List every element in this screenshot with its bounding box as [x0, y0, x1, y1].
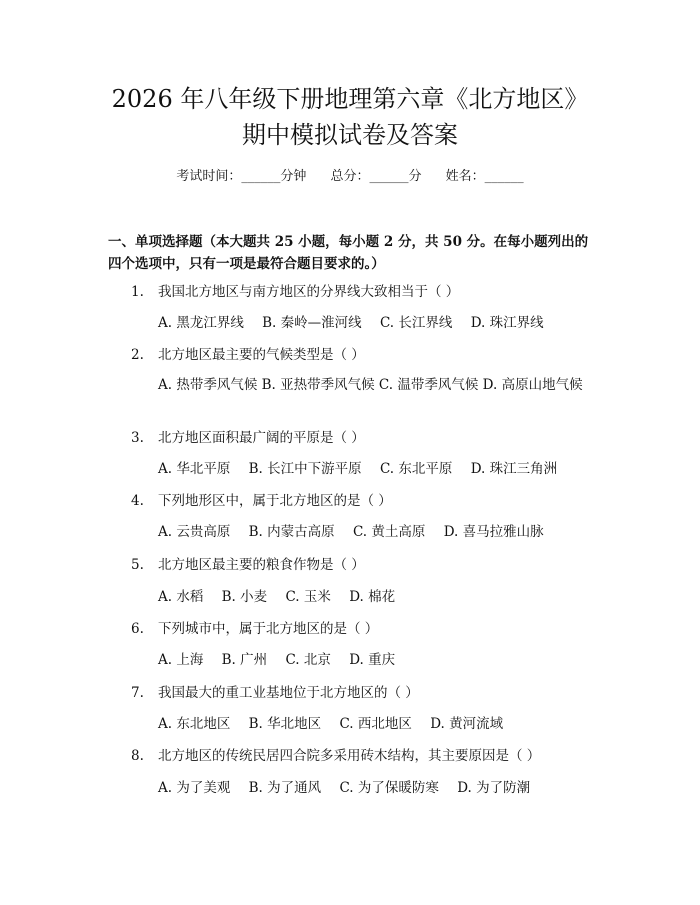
option: B. 华北地区 — [248, 716, 322, 732]
question-options — [158, 313, 558, 333]
question-text: 下列地形区中，属于北方地区的是（ ） — [158, 493, 392, 509]
question-options: A. 热带季风气候 B. 亚热带季风气候 C. 温带季风气候 D. 高原山地气候 — [158, 377, 583, 393]
question-number: 6. — [131, 621, 144, 637]
name-label: 姓名：______ — [445, 169, 524, 184]
question — [131, 555, 601, 575]
question-options — [158, 714, 517, 734]
question-number: 3. — [131, 430, 144, 446]
question — [131, 282, 601, 302]
question-text: 北方地区最主要的粮食作物是（ ） — [158, 557, 365, 573]
question-text: 我国最大的重工业基地位于北方地区的（ ） — [158, 685, 419, 701]
option: D. 黄河流域 — [430, 716, 504, 732]
question-number: 2. — [131, 347, 144, 363]
question — [131, 746, 601, 766]
option: C. 西北地区 — [339, 716, 412, 732]
exam-title-line-2: 期中模拟试卷及答案 — [242, 121, 458, 149]
section-heading: 一、单项选择题（本大题共 25 小题，每小题 2 分，共 50 分。在每小题列出的四个选项中，只有一项是最符合题目要求的。） — [108, 234, 589, 272]
option: D. 棉花 — [349, 589, 396, 605]
option: A. 水稻 — [158, 589, 204, 605]
option: C. 东北平原 — [379, 461, 453, 477]
option: C. 北京 — [285, 652, 331, 668]
question — [131, 491, 601, 511]
question-text: 北方地区最主要的气候类型是（ ） — [158, 347, 365, 363]
option: C. 为了保暖防寒 — [339, 780, 439, 796]
question-number: 1. — [131, 284, 144, 300]
option: B. 秦岭—淮河线 — [262, 315, 362, 331]
option: A. 为了美观 — [158, 780, 231, 796]
exam-time-label: 考试时间：______分钟 — [176, 169, 307, 184]
option: A. 上海 — [158, 652, 204, 668]
question-text: 下列城市中，属于北方地区的是（ ） — [158, 621, 379, 637]
option: D. 喜马拉雅山脉 — [443, 524, 544, 540]
option: C. 黄土高原 — [352, 524, 426, 540]
question-number: 8. — [131, 748, 144, 764]
exam-meta — [0, 168, 700, 186]
option: D. 珠江界线 — [470, 315, 544, 331]
option: B. 内蒙古高原 — [248, 524, 335, 540]
option: A. 华北平原 — [158, 461, 231, 477]
question — [131, 345, 601, 365]
option: A. 东北地区 — [158, 716, 231, 732]
option: B. 为了通风 — [248, 780, 322, 796]
question-options — [158, 587, 409, 607]
question-number: 7. — [131, 685, 144, 701]
question-number: 4. — [131, 493, 144, 509]
option: B. 小麦 — [221, 589, 268, 605]
option: A. 云贵高原 — [158, 524, 231, 540]
question — [131, 619, 601, 639]
total-score-label: 总分：______分 — [330, 169, 422, 184]
option: D. 珠江三角洲 — [470, 461, 558, 477]
question-text: 我国北方地区与南方地区的分界线大致相当于（ ） — [158, 284, 460, 300]
option: C. 长江界线 — [379, 315, 453, 331]
question-options — [158, 650, 409, 670]
question-text: 北方地区面积最广阔的平原是（ ） — [158, 430, 365, 446]
option: B. 长江中下游平原 — [248, 461, 362, 477]
exam-title-line-1: 2026 年八年级下册地理第六章《北方地区》 — [111, 85, 589, 113]
question — [131, 428, 601, 448]
question-number: 5. — [131, 557, 144, 573]
question-options — [158, 522, 558, 542]
question-options — [158, 778, 544, 798]
option: D. 为了防潮 — [457, 780, 531, 796]
question-text: 北方地区的传统民居四合院多采用砖木结构，其主要原因是（ ） — [158, 748, 541, 764]
option: A. 黑龙江界线 — [158, 315, 244, 331]
option: B. 广州 — [221, 652, 268, 668]
question-options — [158, 459, 571, 479]
question — [131, 683, 601, 703]
option: D. 重庆 — [349, 652, 396, 668]
option: C. 玉米 — [285, 589, 331, 605]
